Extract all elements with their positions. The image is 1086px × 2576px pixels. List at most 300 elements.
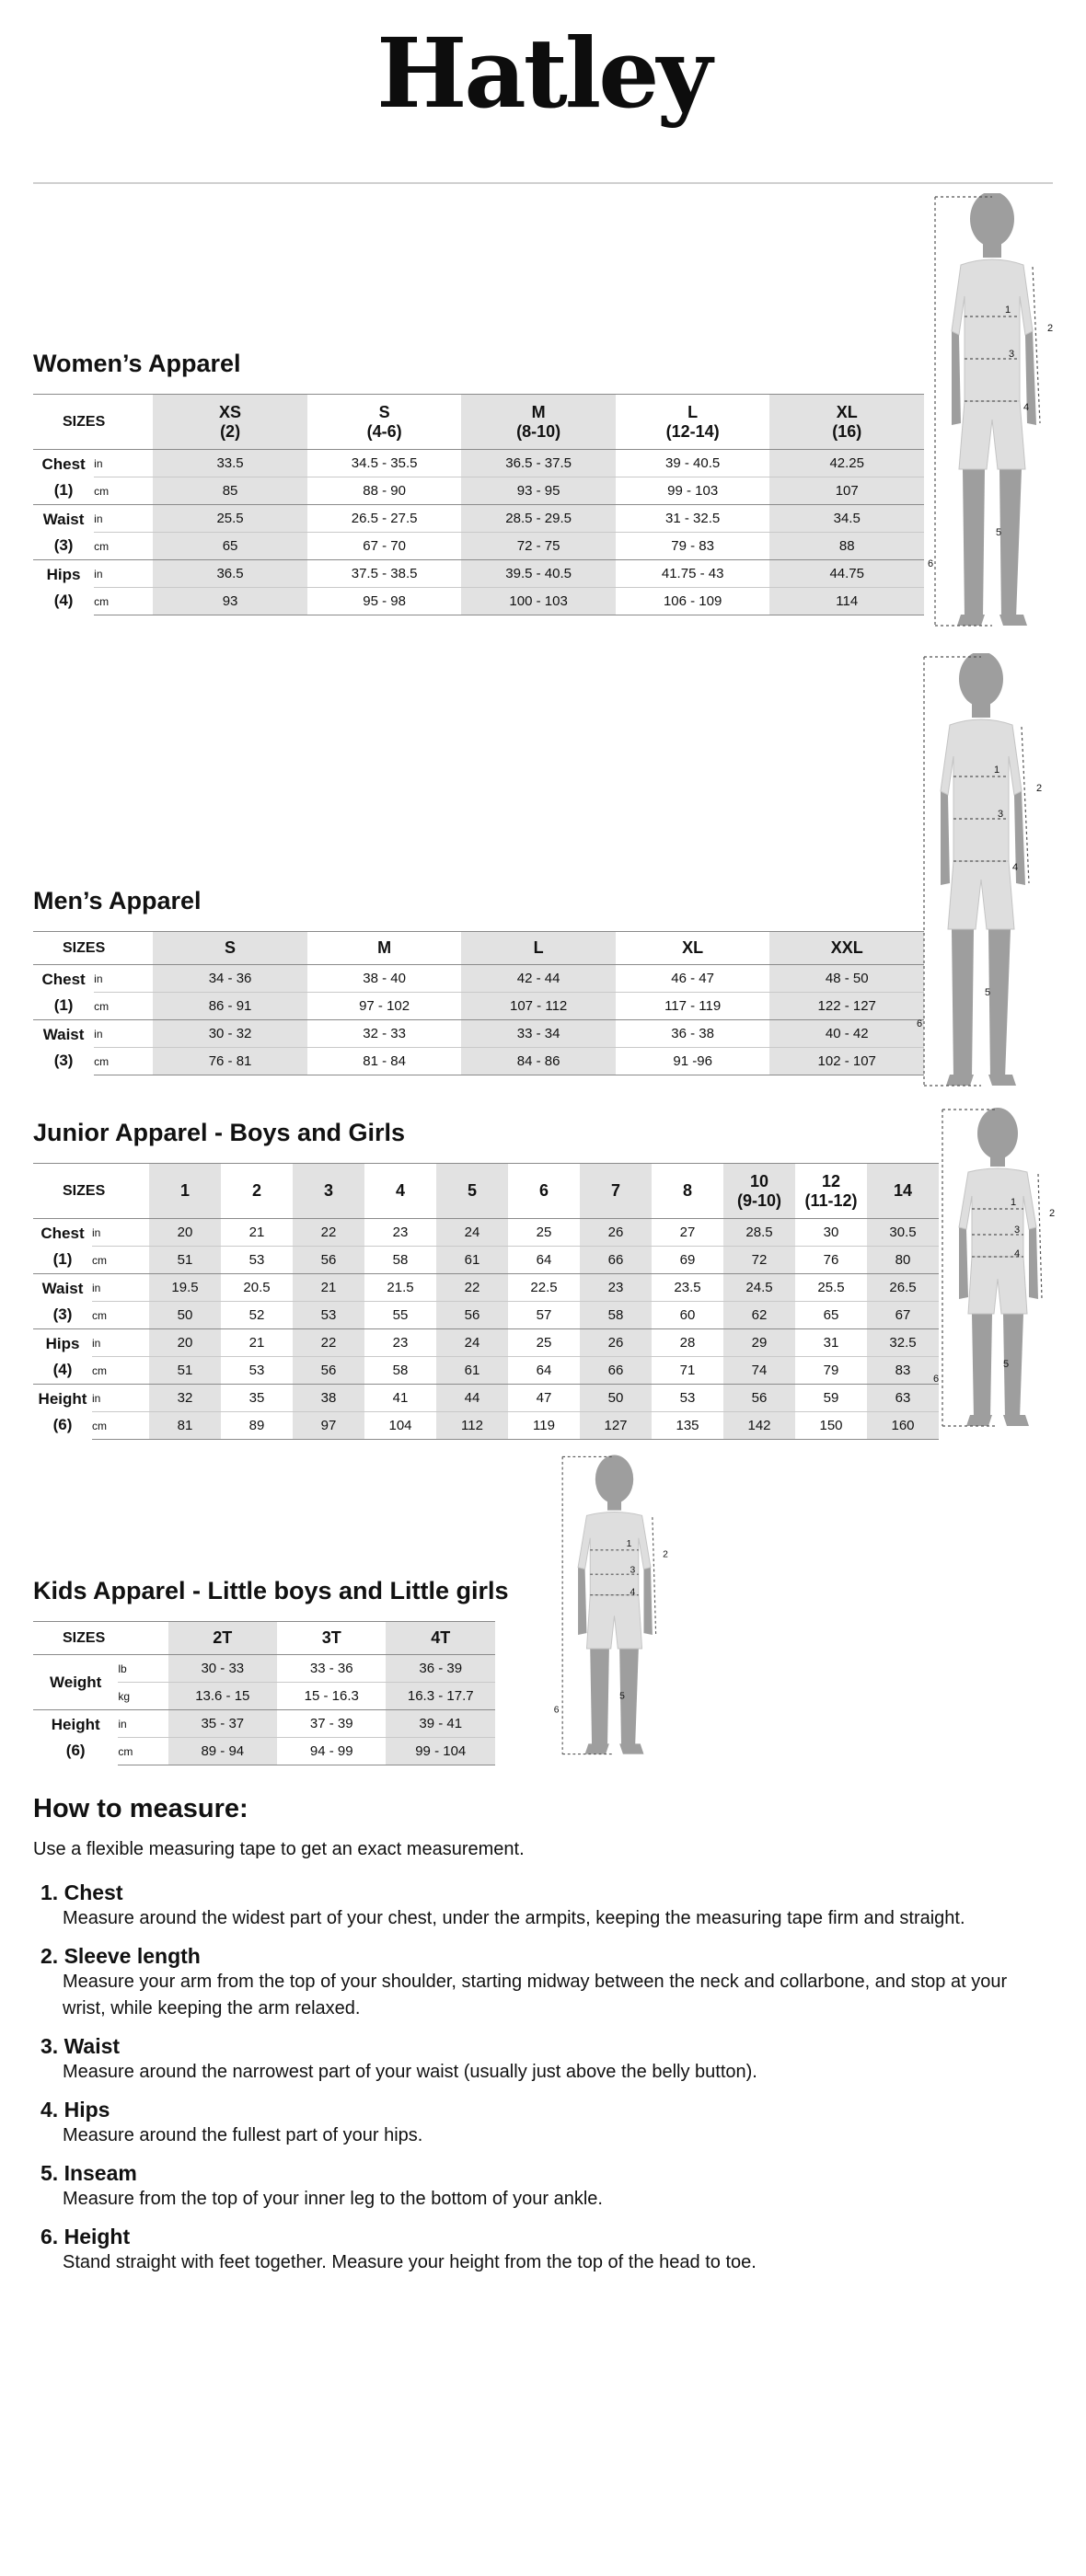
unit-label: cm xyxy=(92,1357,149,1385)
size-value: 99 - 104 xyxy=(386,1738,495,1765)
size-column-header xyxy=(580,1164,652,1219)
kids-title: Kids Apparel - Little boys and Little girls xyxy=(33,1577,509,1604)
size-column-header xyxy=(795,1164,867,1219)
left-foot-silhouette xyxy=(946,1075,974,1086)
figure-group xyxy=(933,1108,1055,1426)
measurement-row xyxy=(33,560,924,588)
size-value: 150 xyxy=(795,1412,867,1440)
size-value: 27 xyxy=(679,1225,696,1240)
size-value: 117 - 119 xyxy=(616,993,770,1020)
measurement-number-marker: 2 xyxy=(663,1549,668,1560)
measurement-number-marker: 6 xyxy=(553,1705,560,1716)
sizes-label: SIZES xyxy=(33,1164,149,1219)
unit-label: lb xyxy=(118,1662,127,1675)
size-name: 1 xyxy=(180,1181,191,1200)
measurement-number: (4) xyxy=(53,591,74,609)
unit-label: in xyxy=(94,560,153,588)
size-value: 35 xyxy=(221,1385,293,1412)
left-foot-silhouette xyxy=(966,1415,992,1426)
size-value: 81 xyxy=(149,1412,221,1440)
size-value: 56 xyxy=(723,1385,795,1412)
size-column-header xyxy=(461,395,616,450)
size-value: 59 xyxy=(795,1385,867,1412)
size-equivalent: (11-12) xyxy=(804,1190,858,1210)
size-column-header xyxy=(364,1164,436,1219)
step-number: 6. xyxy=(40,2225,59,2248)
figure-group xyxy=(554,1455,668,1754)
neck-silhouette xyxy=(990,1156,1005,1167)
size-value: 22 xyxy=(293,1329,364,1357)
size-value: 33.5 xyxy=(153,450,307,477)
measurement-number: (3) xyxy=(53,535,74,554)
size-value: 28 xyxy=(652,1329,723,1357)
shirt-silhouette xyxy=(941,719,1022,861)
measurement-number-marker: 4 xyxy=(1014,1248,1021,1259)
size-name: L xyxy=(533,938,544,957)
size-value: 80 xyxy=(867,1247,939,1274)
size-equivalent: (4-6) xyxy=(366,421,402,441)
measurement-row xyxy=(33,588,924,615)
size-value: 26.5 xyxy=(867,1274,939,1302)
size-value: 36 - 39 xyxy=(386,1655,495,1683)
unit-label: cm xyxy=(94,477,153,505)
size-equivalent: (9-10) xyxy=(737,1190,782,1210)
size-value: 21 xyxy=(248,1225,265,1240)
step-title: Hips xyxy=(64,2098,110,2122)
sleeve-guide-line xyxy=(653,1517,656,1635)
row-label xyxy=(33,1219,92,1274)
womens-size-table xyxy=(33,394,924,615)
size-value: 36.5 xyxy=(153,560,307,588)
size-value: 51 xyxy=(149,1357,221,1385)
size-value: 53 xyxy=(652,1385,723,1412)
size-name: XS xyxy=(219,402,242,421)
size-value: 53 xyxy=(293,1302,364,1329)
unit-label: cm xyxy=(94,588,153,615)
size-value: 46 - 47 xyxy=(671,971,714,986)
row-label xyxy=(33,965,94,1020)
measurement-row xyxy=(33,1357,939,1385)
unit-label: in xyxy=(92,1385,149,1412)
shorts-silhouette xyxy=(959,401,1025,469)
size-value: 95 - 98 xyxy=(307,588,462,615)
mens-title: Men’s Apparel xyxy=(33,887,202,914)
size-value: 28.5 - 29.5 xyxy=(461,505,616,533)
left-leg-silhouette xyxy=(963,469,985,618)
size-value: 74 xyxy=(723,1357,795,1385)
measurement-number-marker: 2 xyxy=(1047,323,1054,334)
size-name: L xyxy=(687,402,699,421)
measurement-number-marker: 3 xyxy=(998,809,1004,820)
size-value: 72 - 75 xyxy=(461,533,616,560)
size-column-header xyxy=(769,395,924,450)
unit-label: in xyxy=(94,505,153,533)
size-value: 67 - 70 xyxy=(307,533,462,560)
size-column-header xyxy=(867,1164,939,1219)
size-value: 89 xyxy=(221,1412,293,1440)
step-number: 1. xyxy=(40,1880,59,1904)
right-arm-silhouette xyxy=(643,1568,652,1635)
measurement-row xyxy=(33,505,924,533)
size-value: 76 - 81 xyxy=(153,1048,307,1075)
head-silhouette xyxy=(959,653,1003,707)
size-name: 10 xyxy=(750,1171,769,1190)
measurement-row xyxy=(33,1020,924,1048)
size-value: 48 - 50 xyxy=(769,965,924,993)
size-value: 24 xyxy=(436,1329,508,1357)
size-equivalent: (2) xyxy=(220,421,241,441)
size-value: 55 xyxy=(364,1302,436,1329)
measurement-name: Waist xyxy=(42,1025,85,1043)
size-value: 31 xyxy=(795,1329,867,1357)
size-value: 63 xyxy=(867,1385,939,1412)
measurement-name: Weight xyxy=(50,1673,102,1691)
size-name: M xyxy=(377,938,392,957)
size-value: 32.5 xyxy=(867,1329,939,1357)
measurement-number: (6) xyxy=(52,1415,73,1433)
size-value: 26 xyxy=(580,1329,652,1357)
size-value: 31 - 32.5 xyxy=(616,505,770,533)
size-value: 91 -96 xyxy=(616,1048,770,1075)
step-title: Sleeve length xyxy=(64,1944,201,1968)
measurement-number: (1) xyxy=(53,995,74,1014)
size-value: 39.5 - 40.5 xyxy=(461,560,616,588)
unit-label: in xyxy=(92,1225,101,1239)
size-value: 83 xyxy=(867,1357,939,1385)
measurement-number: (3) xyxy=(52,1305,73,1323)
measurement-name: Chest xyxy=(40,1224,85,1242)
head-silhouette xyxy=(970,193,1014,247)
size-value: 85 xyxy=(153,477,307,505)
right-leg-silhouette xyxy=(988,929,1011,1078)
size-value: 79 - 83 xyxy=(616,533,770,560)
measurement-number-marker: 6 xyxy=(928,558,934,569)
size-name: 8 xyxy=(683,1181,693,1200)
sizes-label: SIZES xyxy=(33,395,153,450)
how-to-measure-intro: Use a flexible measuring tape to get an exact measurement. xyxy=(33,1839,525,1859)
right-foot-silhouette xyxy=(619,1743,643,1754)
size-value: 22 xyxy=(293,1219,364,1247)
measurement-row xyxy=(33,993,924,1020)
figure-group xyxy=(928,193,1053,626)
size-value: 107 xyxy=(769,477,924,505)
size-name: 3 xyxy=(324,1181,334,1200)
size-value: 97 xyxy=(293,1412,364,1440)
size-value: 42.25 xyxy=(769,450,924,477)
measurement-name: Chest xyxy=(41,454,86,473)
measurement-number: (6) xyxy=(65,1741,86,1759)
junior-title: Junior Apparel - Boys and Girls xyxy=(33,1119,406,1146)
size-column-header xyxy=(277,1622,386,1655)
size-column-header xyxy=(436,1164,508,1219)
size-value: 67 xyxy=(867,1302,939,1329)
size-name: S xyxy=(225,938,237,957)
size-value: 106 - 109 xyxy=(616,588,770,615)
size-value: 23 xyxy=(392,1225,409,1240)
neck-silhouette xyxy=(972,703,990,718)
size-value: 33 - 34 xyxy=(461,1020,616,1048)
left-arm-silhouette xyxy=(959,1227,968,1299)
unit-label: cm xyxy=(94,533,153,560)
shirt-silhouette xyxy=(578,1512,651,1595)
shirt-silhouette xyxy=(952,259,1033,401)
size-name: 6 xyxy=(539,1181,549,1200)
row-label xyxy=(33,1329,92,1385)
measurement-row xyxy=(33,1274,939,1302)
row-label xyxy=(33,1710,118,1765)
size-equivalent: (12-14) xyxy=(665,421,720,441)
size-value: 26 xyxy=(580,1219,652,1247)
measurement-name: Hips xyxy=(46,565,81,583)
right-arm-silhouette xyxy=(1029,1227,1038,1299)
size-value: 21 xyxy=(221,1329,293,1357)
measurement-number-marker: 4 xyxy=(630,1587,636,1598)
junior-measurement-figure xyxy=(930,1100,1068,1435)
size-value: 65 xyxy=(153,533,307,560)
size-value: 41.75 - 43 xyxy=(616,560,770,588)
step-title: Waist xyxy=(64,2034,121,2058)
size-name: M xyxy=(531,402,546,421)
size-column-header xyxy=(168,1622,277,1655)
size-value: 135 xyxy=(652,1412,723,1440)
size-name: XL xyxy=(682,938,704,957)
unit-label: cm xyxy=(92,1302,149,1329)
size-value: 23.5 xyxy=(652,1274,723,1302)
sizes-label: SIZES xyxy=(33,1622,168,1655)
step-number: 4. xyxy=(40,2098,59,2122)
size-value: 20 xyxy=(149,1219,221,1247)
size-equivalent: (16) xyxy=(832,421,862,441)
left-leg-silhouette xyxy=(972,1314,992,1419)
size-column-header xyxy=(461,932,616,965)
size-value: 52 xyxy=(221,1302,293,1329)
size-value: 40 - 42 xyxy=(769,1020,924,1048)
header-divider xyxy=(33,182,1053,184)
size-value: 15 - 16.3 xyxy=(277,1683,386,1710)
size-value: 97 - 102 xyxy=(307,993,462,1020)
step-description: Stand straight with feet together. Measure your height from the top of the head to toe. xyxy=(63,2252,757,2272)
size-name: 2 xyxy=(252,1181,262,1200)
size-value: 119 xyxy=(508,1412,580,1440)
size-value: 25.5 xyxy=(153,505,307,533)
size-name: 4 xyxy=(396,1181,406,1200)
size-value: 32 - 33 xyxy=(307,1020,462,1048)
measurement-number-marker: 5 xyxy=(996,527,1002,538)
left-arm-silhouette xyxy=(941,791,950,885)
left-arm-silhouette xyxy=(952,331,961,425)
size-value: 30 xyxy=(823,1225,839,1240)
size-value: 76 xyxy=(795,1247,867,1274)
size-value: 79 xyxy=(795,1357,867,1385)
measurement-number-marker: 1 xyxy=(626,1539,632,1550)
left-foot-silhouette xyxy=(957,615,985,626)
size-column-header xyxy=(616,395,770,450)
size-value: 51 xyxy=(149,1247,221,1274)
unit-label: in xyxy=(94,456,103,470)
measurement-name: Waist xyxy=(41,1279,84,1297)
brand-logo: Hatley xyxy=(376,17,710,130)
measure-step-sleeve-length xyxy=(33,1944,1027,2022)
measurement-number-marker: 5 xyxy=(1003,1359,1010,1370)
size-value: 61 xyxy=(436,1357,508,1385)
measurement-row xyxy=(33,477,924,505)
row-label xyxy=(33,560,94,615)
size-value: 107 - 112 xyxy=(461,993,616,1020)
size-value: 64 xyxy=(508,1247,580,1274)
size-value: 34.5 - 35.5 xyxy=(351,455,418,471)
size-header-row xyxy=(33,1622,495,1655)
size-equivalent: (8-10) xyxy=(516,421,561,441)
measurement-number-marker: 6 xyxy=(933,1374,940,1385)
measurement-number: (1) xyxy=(53,480,74,499)
size-value: 72 xyxy=(723,1247,795,1274)
size-value: 16.3 - 17.7 xyxy=(386,1683,495,1710)
size-value: 13.6 - 15 xyxy=(168,1683,277,1710)
measure-step-waist xyxy=(33,2034,1027,2086)
adult-measurement-figure-mens xyxy=(913,653,1051,1087)
size-value: 30 - 32 xyxy=(153,1020,307,1048)
size-value: 37 - 39 xyxy=(277,1710,386,1738)
right-foot-silhouette xyxy=(1003,1415,1029,1426)
size-value: 93 xyxy=(153,588,307,615)
size-name: XXL xyxy=(830,938,863,957)
size-column-header xyxy=(307,932,462,965)
size-value: 38 - 40 xyxy=(363,971,406,986)
size-name: 12 xyxy=(822,1171,841,1190)
adult-measurement-figure-womens xyxy=(924,193,1062,627)
shorts-silhouette xyxy=(968,1257,1027,1314)
size-value: 66 xyxy=(580,1247,652,1274)
measurement-row xyxy=(33,1385,939,1412)
size-value: 104 xyxy=(364,1412,436,1440)
size-value: 21 xyxy=(293,1274,364,1302)
size-value: 25 xyxy=(536,1225,552,1240)
measurement-number: (3) xyxy=(53,1051,74,1069)
row-label xyxy=(33,505,94,560)
left-foot-silhouette xyxy=(585,1743,609,1754)
kids-measurement-figure xyxy=(550,1448,688,1763)
measurement-number-marker: 1 xyxy=(994,765,1000,776)
size-value: 93 - 95 xyxy=(461,477,616,505)
size-column-header xyxy=(386,1622,495,1655)
sleeve-guide-line xyxy=(1038,1174,1042,1299)
size-value: 142 xyxy=(723,1412,795,1440)
measurement-name: Hips xyxy=(45,1334,80,1352)
size-name: 5 xyxy=(468,1181,478,1200)
size-value: 84 - 86 xyxy=(461,1048,616,1075)
size-column-header xyxy=(616,932,770,965)
left-leg-silhouette xyxy=(952,929,974,1078)
head-silhouette xyxy=(977,1108,1018,1159)
right-leg-silhouette xyxy=(999,469,1022,618)
size-value: 39 - 40.5 xyxy=(665,455,721,471)
size-value: 81 - 84 xyxy=(307,1048,462,1075)
size-value: 71 xyxy=(652,1357,723,1385)
unit-label: in xyxy=(92,1329,149,1357)
measurement-row xyxy=(33,1302,939,1329)
measure-step-chest xyxy=(33,1880,1027,1932)
measurement-number: (4) xyxy=(52,1360,73,1378)
row-label xyxy=(33,1655,118,1710)
size-name: 4T xyxy=(431,1628,451,1647)
size-header-row xyxy=(33,395,924,450)
size-value: 56 xyxy=(293,1357,364,1385)
row-label xyxy=(33,450,94,505)
step-number: 2. xyxy=(40,1944,59,1968)
size-column-header xyxy=(153,395,307,450)
size-column-header xyxy=(307,395,462,450)
size-value: 33 - 36 xyxy=(309,1661,353,1676)
shirt-silhouette xyxy=(959,1168,1036,1257)
measurement-number-marker: 5 xyxy=(985,987,991,998)
unit-label: cm xyxy=(92,1247,149,1274)
measurement-number-marker: 6 xyxy=(917,1018,923,1029)
measurement-number-marker: 5 xyxy=(619,1691,625,1702)
size-column-header xyxy=(723,1164,795,1219)
size-value: 66 xyxy=(580,1357,652,1385)
unit-label: cm xyxy=(92,1412,149,1440)
size-value: 20 xyxy=(149,1329,221,1357)
size-value: 35 - 37 xyxy=(168,1710,277,1738)
unit-label: cm xyxy=(94,1048,153,1075)
junior-size-table xyxy=(33,1163,939,1440)
size-value: 24 xyxy=(436,1219,508,1247)
size-value: 26.5 - 27.5 xyxy=(307,505,462,533)
size-value: 99 - 103 xyxy=(616,477,770,505)
size-value: 41 xyxy=(364,1385,436,1412)
size-value: 20.5 xyxy=(221,1274,293,1302)
size-header-row xyxy=(33,932,924,965)
size-value: 22 xyxy=(436,1274,508,1302)
size-value: 56 xyxy=(293,1247,364,1274)
measurement-number-marker: 4 xyxy=(1023,402,1030,413)
size-value: 56 xyxy=(436,1302,508,1329)
size-value: 53 xyxy=(221,1357,293,1385)
figure-group xyxy=(917,653,1042,1086)
unit-label: in xyxy=(94,1020,153,1048)
size-value: 69 xyxy=(652,1247,723,1274)
size-column-header xyxy=(293,1164,364,1219)
sizes-label: SIZES xyxy=(33,932,153,965)
shorts-silhouette xyxy=(948,861,1014,929)
head-silhouette xyxy=(595,1455,633,1504)
size-column-header xyxy=(153,932,307,965)
shorts-silhouette xyxy=(586,1595,641,1649)
measure-step-height xyxy=(33,2225,1027,2276)
size-name: 7 xyxy=(611,1181,621,1200)
unit-label: cm xyxy=(94,993,153,1020)
measurement-number-marker: 1 xyxy=(1011,1197,1017,1208)
size-value: 114 xyxy=(769,588,924,615)
size-value: 160 xyxy=(867,1412,939,1440)
size-value: 21.5 xyxy=(364,1274,436,1302)
size-column-header xyxy=(149,1164,221,1219)
measurement-row xyxy=(33,1655,495,1683)
measurement-name: Chest xyxy=(41,970,86,988)
row-label xyxy=(33,1274,92,1329)
size-value: 88 - 90 xyxy=(307,477,462,505)
measurement-number-marker: 3 xyxy=(630,1565,636,1576)
row-label xyxy=(33,1385,92,1440)
measurement-row xyxy=(33,1412,939,1440)
size-value: 29 xyxy=(723,1329,795,1357)
size-value: 53 xyxy=(221,1247,293,1274)
size-value: 23 xyxy=(364,1329,436,1357)
size-value: 64 xyxy=(508,1357,580,1385)
step-title: Chest xyxy=(64,1880,123,1904)
unit-label: cm xyxy=(118,1738,168,1765)
size-value: 50 xyxy=(149,1302,221,1329)
